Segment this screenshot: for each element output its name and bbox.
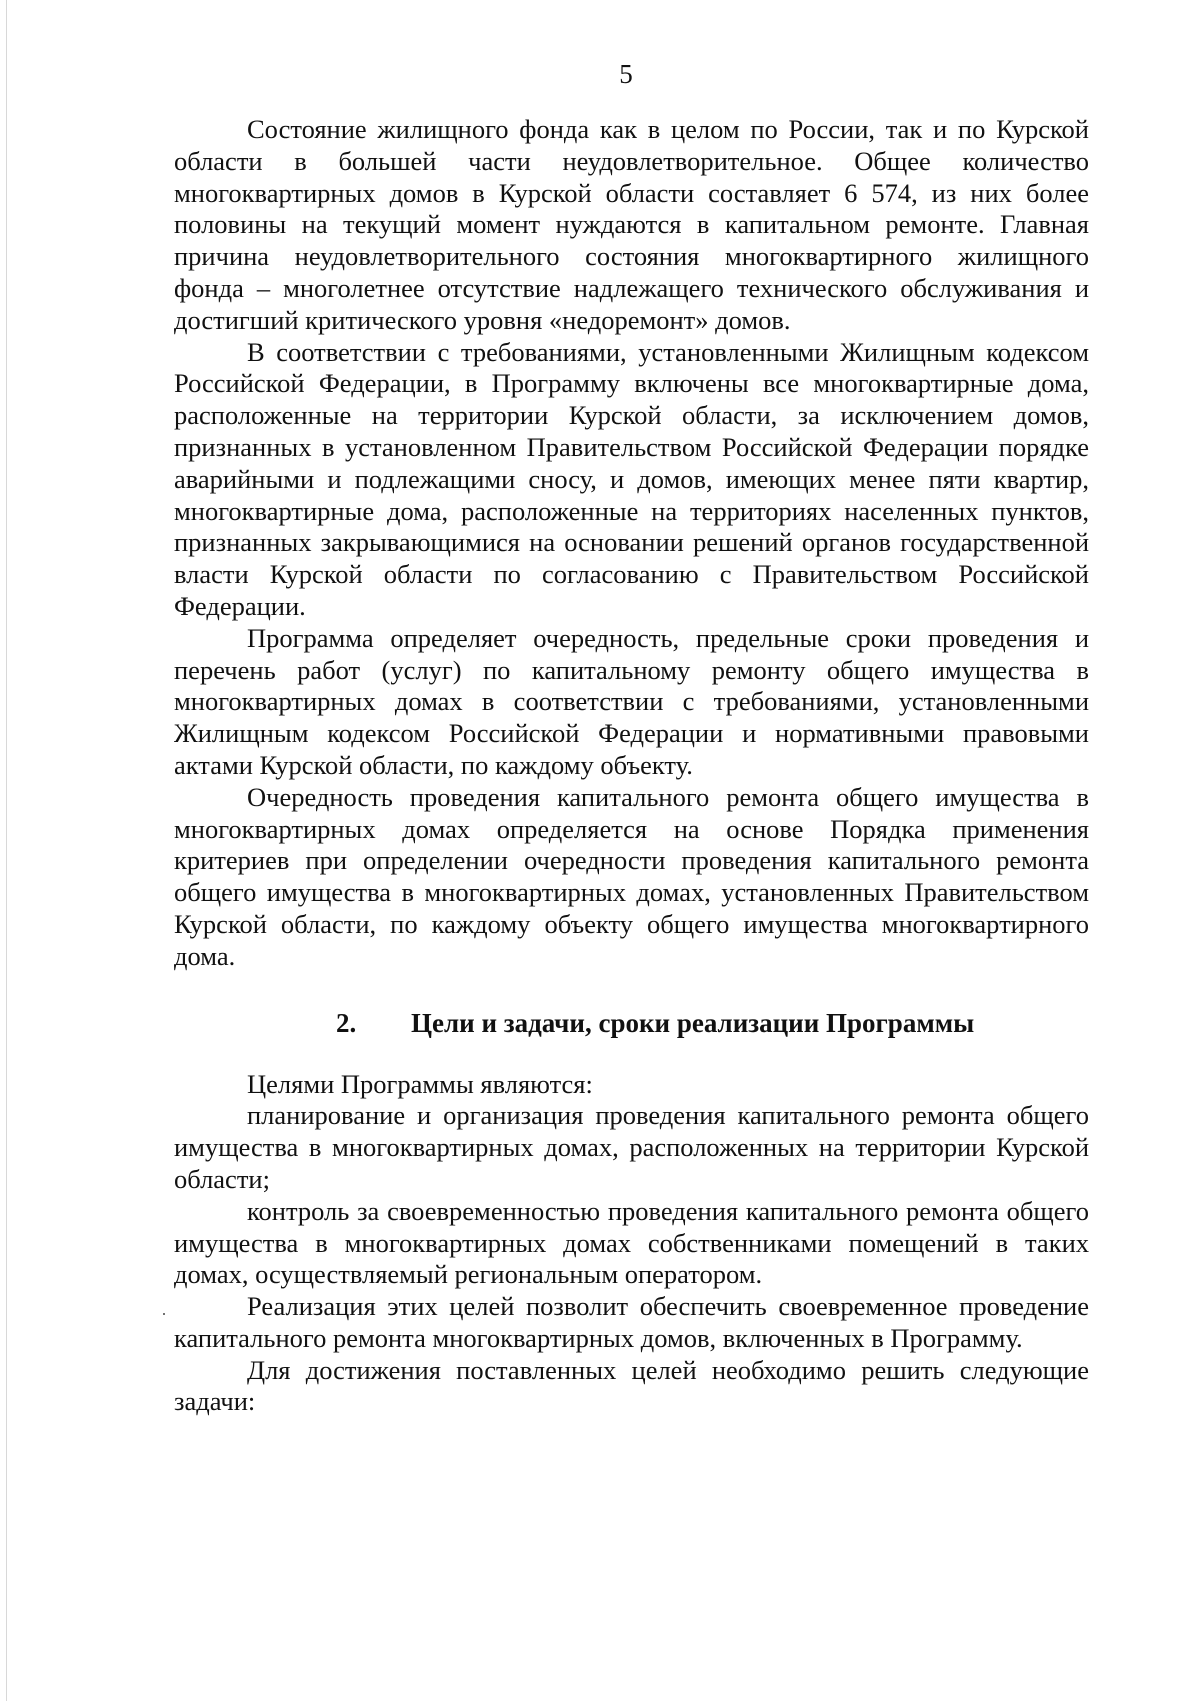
section-number: 2. (336, 1007, 357, 1038)
paragraph-repair-order: Очередность проведения капитального ремонта общего имущества в многоквартирных домах определяется на основе Порядка применения критериев при определении очередности проведения капитального ремонта общего имущества в многоквартирных домах, установленных Правительством Курской области, по каждому объекту общего имущества многоквартирного дома. (174, 781, 1089, 971)
scan-edge-line (6, 0, 7, 1701)
document-body (174, 114, 1089, 1418)
page-number: 5 (619, 59, 633, 89)
paragraph-tasks-intro: Для достижения поставленных целей необходимо решить следующие задачи: (174, 1354, 1089, 1417)
section-heading (174, 1007, 1089, 1039)
section-title: Цели и задачи, сроки реализации Программы (411, 1007, 975, 1038)
scan-speck (163, 1313, 165, 1315)
paragraph-program-scope: В соответствии с требованиями, установленными Жилищным кодексом Российской Федерации, в Программу включены все многоквартирные дома, расположенные на территории Курской области, за исключением домов, признанных в установленном Правительством Российской Федерации порядке аварийными и подлежащими сносу, и домов, имеющих менее пяти квартир, многоквартирные дома, расположенные на территориях населенных пунктов, признанных закрывающимися на основании решений органов государственной власти Курской области по согласованию с Правительством Российской Федерации. (174, 336, 1089, 621)
paragraph-goal-planning: планирование и организация проведения капитального ремонта общего имущества в многоквартирных домах, расположенных на территории Курской области; (174, 1100, 1089, 1194)
paragraph-program-defines: Программа определяет очередность, предельные сроки проведения и перечень работ (услуг) по капитальному ремонту общего имущества в многоквартирных домах в соответствии с требованиями, установленными Жилищным кодексом Российской Федерации и нормативными правовыми актами Курской области, по каждому объекту. (174, 622, 1089, 780)
paragraph-goal-control: контроль за своевременностью проведения капитального ремонта общего имущества в многоквартирных домах собственниками помещений в таких домах, осуществляемый региональным оператором. (174, 1195, 1089, 1290)
paragraph-housing-condition: Состояние жилищного фонда как в целом по России, так и по Курской области в большей части неудовлетворительное. Общее количество многоквартирных домов в Курской области составляет 6 574, из них более половины на текущий момент нуждаются в капитальном ремонте. Главная причина неудовлетворительного состояния многоквартирного жилищного фонда – многолетнее отсутствие надлежащего технического обслуживания и достигший критического уровня «недоремонт» домов. (174, 114, 1089, 335)
paragraph-goals-intro: Целями Программы являются: (247, 1068, 593, 1099)
paragraph-goals-result: Реализация этих целей позволит обеспечить своевременное проведение капитального ремонта многоквартирных домов, включенных в Программу. (174, 1291, 1089, 1353)
